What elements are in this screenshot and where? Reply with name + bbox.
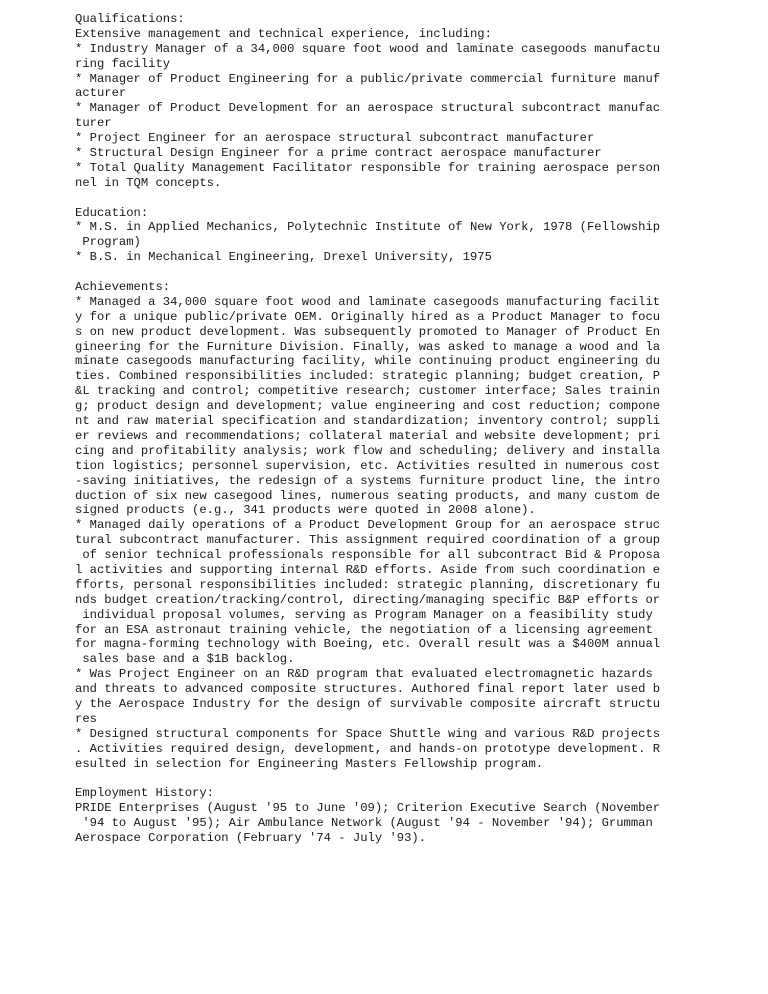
text-line: acturer [75,86,127,101]
text-line: nds budget creation/tracking/control, directing/managing specific B&P efforts or [75,592,661,607]
text-line: duction of six new casegood lines, numerous seating products, and many custom de [75,488,661,503]
text-line: nel in TQM concepts. [75,175,222,190]
text-line: and threats to advanced composite structures. Authored final report later used b [75,682,661,697]
text-line: Achievements: [75,280,171,295]
text-line: minate casegoods manufacturing facility, while continuing product engineering du [75,354,661,369]
text-line: esulted in selection for Engineering Masters Fellowship program. [75,756,544,771]
text-line: er reviews and recommendations; collateral material and website development; pri [75,428,661,443]
text-line: Employment History: [75,786,214,801]
text-line: '94 to August '95); Air Ambulance Network (August '94 - November '94); Grumman [75,816,653,831]
text-line: ring facility [75,56,171,71]
text-line: for magna-forming technology with Boeing, etc. Overall result was a $400M annual [75,637,661,652]
text-line: cing and profitability analysis; work flow and scheduling; delivery and installa [75,443,661,458]
text-line: * M.S. in Applied Mechanics, Polytechnic Institute of New York, 1978 (Fellowship [75,220,661,235]
text-line: fforts, personal responsibilities included: strategic planning, discretionary fu [75,577,661,592]
text-line: of senior technical professionals responsible for all subcontract Bid & Proposa [75,548,661,563]
text-line: individual proposal volumes, serving as Program Manager on a feasibility study [75,607,653,622]
text-line: gineering for the Furniture Division. Finally, was asked to manage a wood and la [75,339,661,354]
text-line: * Managed daily operations of a Product Development Group for an aerospace struc [75,518,661,533]
text-line: for an ESA astronaut training vehicle, the negotiation of a licensing agreement [75,622,653,637]
text-line: PRIDE Enterprises (August '95 to June '09); Criterion Executive Search (November [75,801,661,816]
text-line: * Designed structural components for Space Shuttle wing and various R&D projects [75,726,661,741]
text-line: Extensive management and technical experience, including: [75,26,492,41]
text-line: g; product design and development; value engineering and cost reduction; compone [75,399,661,414]
text-line: * Structural Design Engineer for a prime contract aerospace manufacturer [75,146,602,161]
text-line: res [75,711,97,726]
document-body [75,12,675,846]
text-line: s on new product development. Was subsequently promoted to Manager of Product En [75,324,661,339]
text-line [75,265,675,280]
text-line: . Activities required design, development, and hands-on prototype development. R [75,741,661,756]
text-line: turer [75,116,112,131]
text-line: signed products (e.g., 341 products were quoted in 2008 alone). [75,503,536,518]
text-line: * Manager of Product Development for an aerospace structural subcontract manufac [75,101,661,116]
text-line: &L tracking and control; competitive research; customer interface; Sales trainin [75,384,661,399]
text-line: y the Aerospace Industry for the design of survivable composite aircraft structu [75,696,661,711]
text-line: * B.S. in Mechanical Engineering, Drexel University, 1975 [75,250,492,265]
text-line: ties. Combined responsibilities included: strategic planning; budget creation, P [75,369,661,384]
text-line: nt and raw material specification and standardization; inventory control; suppli [75,414,661,429]
text-line: * Project Engineer for an aerospace structural subcontract manufacturer [75,131,595,146]
text-line [75,191,675,206]
text-line: * Industry Manager of a 34,000 square foot wood and laminate casegoods manufactu [75,41,661,56]
text-line: tion logistics; personnel supervision, etc. Activities resulted in numerous cost [75,458,661,473]
text-line: * Total Quality Management Facilitator responsible for training aerospace person [75,160,661,175]
text-line: sales base and a $1B backlog. [75,652,295,667]
text-line: y for a unique public/private OEM. Originally hired as a Product Manager to focu [75,309,661,324]
text-line [75,771,675,786]
text-line: tural subcontract manufacturer. This assignment required coordination of a group [75,533,661,548]
text-line: Qualifications: [75,12,185,26]
text-line: * Manager of Product Engineering for a public/private commercial furniture manuf [75,71,661,86]
text-line: l activities and supporting internal R&D efforts. Aside from such coordination e [75,562,661,577]
text-line: -saving initiatives, the redesign of a systems furniture product line, the intro [75,473,661,488]
text-line: Aerospace Corporation (February '74 - July '93). [75,830,427,845]
text-line: * Managed a 34,000 square foot wood and laminate casegoods manufacturing facilit [75,294,661,309]
text-line: Education: [75,205,149,220]
text-line: Program) [75,235,141,250]
text-line: * Was Project Engineer on an R&D program that evaluated electromagnetic hazards [75,667,653,682]
